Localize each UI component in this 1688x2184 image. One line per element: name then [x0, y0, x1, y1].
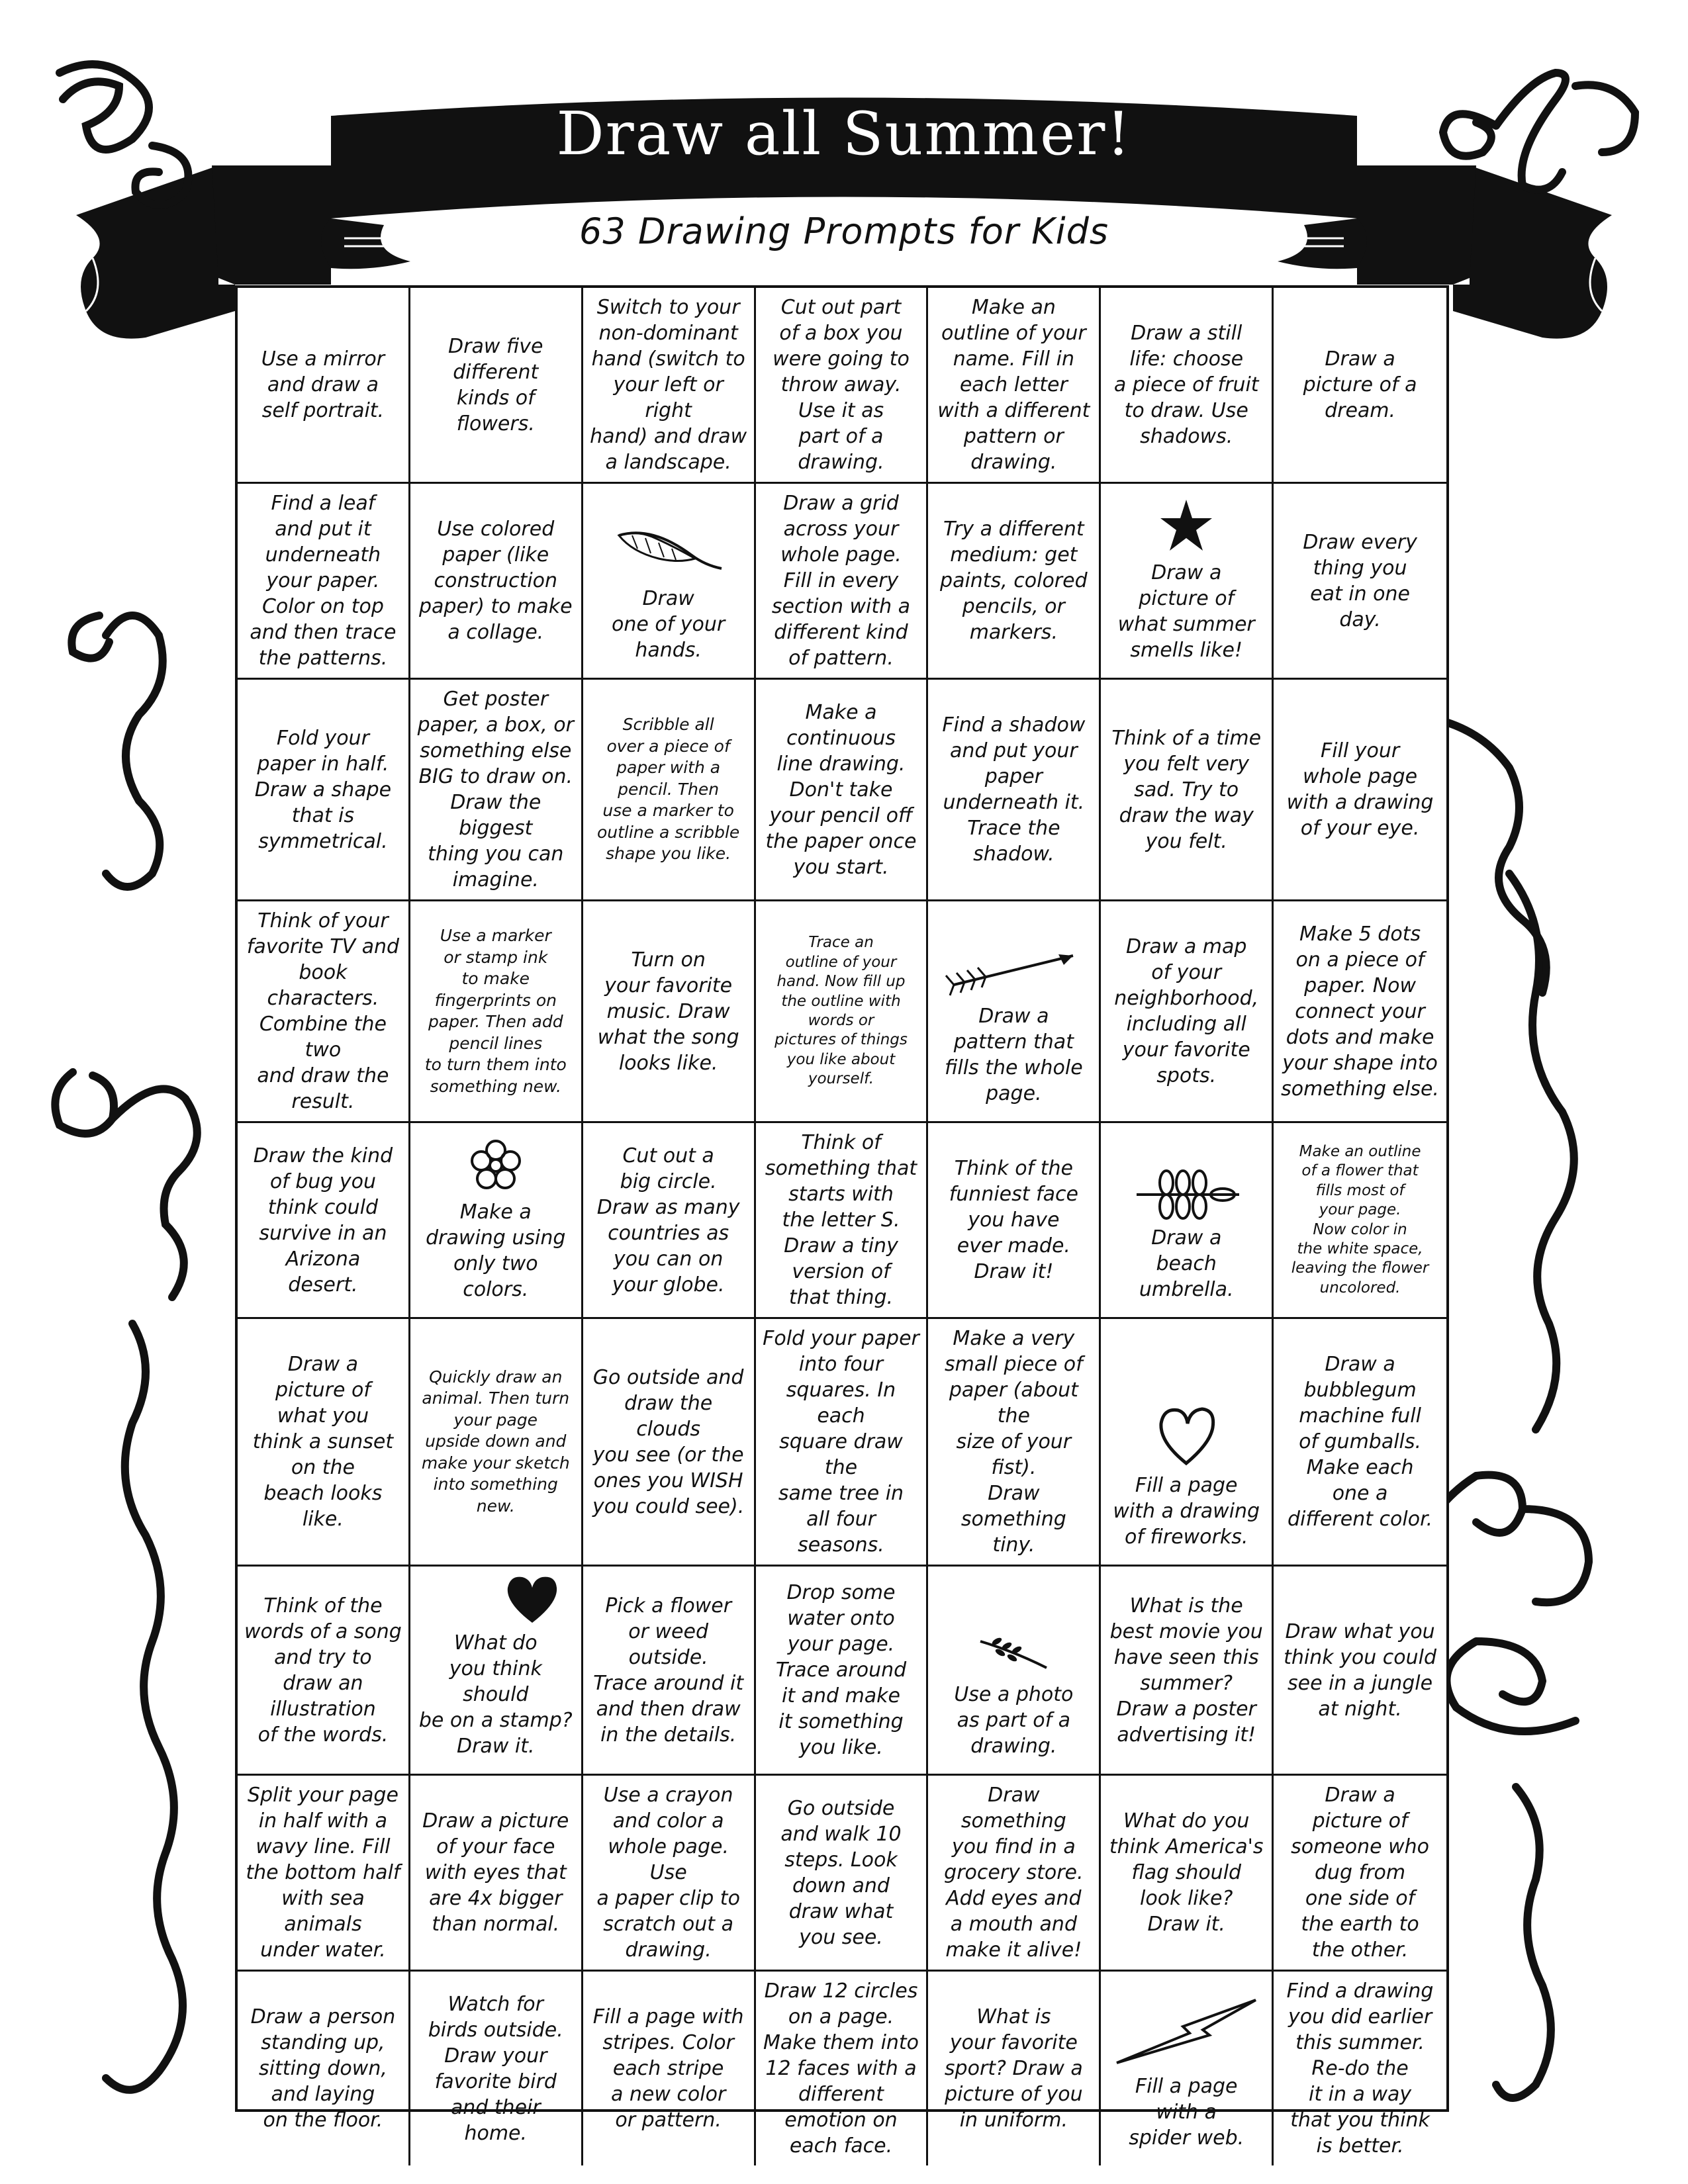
prompt-cell — [583, 1567, 756, 1776]
prompt-text: Draw a picture of what summer smells like! — [1117, 561, 1255, 662]
prompt-text: Fill a page with stripes. Color each stripe a new color or pattern. — [592, 2005, 744, 2132]
prompt-text: Scribble all over a piece of paper with a pencil. Then use a marker to outline a scribble shape you like. — [596, 715, 740, 864]
prompt-text: Draw one of your hands. — [611, 587, 726, 662]
prompt-cell — [1274, 1776, 1446, 1972]
prompt-cell — [928, 288, 1101, 484]
prompt-text: Go outside and walk 10 steps. Look down and draw what you see. — [780, 1796, 902, 1949]
prompt-text: Fill a page with a drawing of fireworks. — [1113, 1474, 1260, 1549]
prompt-text: What is your favorite sport? Draw a picture of you in uniform. — [944, 2005, 1083, 2132]
prompt-text: Go outside and draw the clouds you see (or the ones you WISH you could see). — [592, 1365, 745, 1518]
prompt-text: Fill your whole page with a drawing of your eye. — [1286, 739, 1434, 840]
prompt-cell — [928, 901, 1101, 1123]
prompt-text: Draw a pattern that fills the whole page. — [945, 1005, 1083, 1105]
prompt-cell — [583, 288, 756, 484]
prompt-cell — [1101, 484, 1274, 680]
prompt-cell — [410, 1776, 583, 1972]
prompt-text: Use a crayon and color a whole page. Use a paper clip to scratch out a drawing. — [596, 1784, 740, 1962]
prompt-text: Make 5 dots on a piece of paper. Now connect your dots and make your shape into something else. — [1281, 922, 1439, 1101]
prompt-text: Use a photo as part of a drawing. — [954, 1683, 1074, 1758]
prompt-text: Turn on your favorite music. Draw what the song looks like. — [597, 948, 739, 1075]
prompt-text: Make an outline of a flower that fills most of your page. Now color in the white space, leaving the flower uncolored. — [1291, 1142, 1429, 1297]
prompt-text: Make a drawing using only two colors. — [426, 1201, 566, 1301]
prompt-cell — [1101, 1776, 1274, 1972]
prompt-cell — [1101, 1567, 1274, 1776]
arrow-icon — [941, 946, 1086, 999]
prompt-text: Pick a flower or weed outside. Trace around it and then draw in the details. — [593, 1594, 744, 1747]
prompt-cell — [756, 901, 929, 1123]
prompt-text: Draw a map of your neighborhood, including all your favorite spots. — [1114, 935, 1259, 1087]
prompt-text: Draw every thing you eat in one day. — [1303, 530, 1417, 631]
prompt-cell — [756, 1972, 929, 2165]
prompt-cell — [583, 901, 756, 1123]
prompt-cell — [238, 484, 410, 680]
prompt-cell — [238, 1123, 410, 1319]
prompt-cell — [756, 1776, 929, 1972]
prompt-cell — [1274, 288, 1446, 484]
prompt-text: Make a very small piece of paper (about the size of your fist). Draw something tiny. — [945, 1327, 1083, 1557]
prompt-text: Switch to your non-dominant hand (switch to your left or right hand) and draw a landscape. — [590, 296, 747, 474]
prompt-text: Use a mirror and draw a self portrait. — [261, 347, 385, 422]
swirl-left-1 — [106, 615, 163, 887]
prompt-cell — [928, 1776, 1101, 1972]
prompt-text: Make a continuous line drawing. Don't take your pencil off the paper once you start. — [765, 700, 917, 879]
prompt-cell — [928, 1972, 1101, 2165]
prompt-cell — [238, 1319, 410, 1567]
prompt-cell — [583, 1123, 756, 1319]
prompt-cell — [1101, 901, 1274, 1123]
prompt-text: Quickly draw an animal. Then turn your page upside down and make your sketch into something new. — [421, 1367, 570, 1516]
prompt-text: What do you think America's flag should look like? Draw it. — [1109, 1809, 1264, 1936]
prompt-text: Get poster paper, a box, or something else BIG to draw on. Draw the biggest thing you can imagine. — [417, 688, 574, 891]
prompt-cell — [928, 1123, 1101, 1319]
prompt-cell — [756, 1319, 929, 1567]
prompt-text: What is the best movie you have seen this summer? Draw a poster advertising it! — [1109, 1594, 1263, 1747]
prompt-cell — [410, 1123, 583, 1319]
prompt-text: Draw a beach umbrella. — [1139, 1226, 1234, 1301]
lightning-bolt-icon — [1110, 1997, 1262, 2070]
prompt-text: Fold your paper in half. Draw a shape that is symmetrical. — [254, 726, 392, 853]
prompt-cell — [1101, 680, 1274, 901]
prompt-cell — [928, 1567, 1101, 1776]
prompt-text: Use colored paper (like construction paper) to make a collage. — [418, 518, 573, 644]
prompt-cell — [583, 484, 756, 680]
prompt-text: Find a drawing you did earlier this summer. Re-do the it in a way that you think is better. — [1286, 1979, 1434, 2158]
prompt-text: Make an outline of your name. Fill in each letter with a different pattern or drawing. — [937, 296, 1090, 474]
prompt-text: Use a marker or stamp ink to make fingerprints on paper. Then add pencil lines to turn them into something new. — [424, 926, 567, 1096]
prompt-text: Trace an outline of your hand. Now fill up the outline with words or pictures of things you like about yourself. — [774, 934, 908, 1088]
heart-icon — [502, 1573, 562, 1626]
prompt-text: Think of a time you felt very sad. Try to draw the way you felt. — [1111, 726, 1262, 853]
prompt-text: Draw a bubblegum machine full of gumballs. Make each one a different color. — [1287, 1353, 1433, 1531]
prompt-cell — [756, 1123, 929, 1319]
prompt-text: Think of something that starts with the letter S. Draw a tiny version of that thing. — [765, 1131, 917, 1309]
swirl-left-3 — [106, 1324, 183, 2090]
prompt-cell — [410, 1972, 583, 2165]
prompt-text: Fold your paper into four squares. In each square draw the same tree in all four seasons. — [763, 1327, 919, 1557]
prompt-cell — [410, 901, 583, 1123]
prompt-cell — [238, 1567, 410, 1776]
leaf-sprig-icon — [974, 1631, 1053, 1678]
prompt-text: Try a different medium: get paints, colored pencils, or markers. — [940, 518, 1088, 644]
prompt-cell — [756, 484, 929, 680]
prompt-cell — [756, 1567, 929, 1776]
prompt-cell — [410, 1319, 583, 1567]
page-title: Draw all Summer! — [556, 99, 1132, 169]
prompt-cell — [238, 680, 410, 901]
prompt-text: Draw a person standing up, sitting down, and laying on the floor. — [250, 2005, 396, 2132]
swirl-right-2 — [1509, 874, 1574, 1430]
prompt-cell — [238, 288, 410, 484]
feather-icon — [612, 522, 725, 582]
prompt-grid — [235, 285, 1449, 2158]
prompt-text: Draw five different kinds of flowers. — [448, 334, 543, 435]
prompt-cell — [583, 1319, 756, 1567]
prompt-text: Find a leaf and put it underneath your paper. Color on top and then trace the patterns. — [250, 492, 397, 670]
prompt-text: Think of the words of a song and try to draw an illustration of the words. — [244, 1594, 402, 1747]
prompt-cell — [1101, 1123, 1274, 1319]
prompt-text: Draw something you find in a grocery store. Add eyes and a mouth and make it alive! — [944, 1784, 1084, 1962]
prompt-cell — [928, 1319, 1101, 1567]
prompt-text: Think of your favorite TV and book characters. Combine the two and draw the result. — [246, 909, 400, 1113]
prompt-cell — [583, 680, 756, 901]
prompt-cell — [410, 288, 583, 484]
flower-icon — [466, 1136, 526, 1195]
prompt-text: Draw a picture of your face with eyes that are 4x bigger than normal. — [422, 1809, 569, 1936]
prompt-cell — [238, 901, 410, 1123]
prompt-cell — [410, 680, 583, 901]
prompt-cell — [1274, 1972, 1446, 2165]
prompt-cell — [238, 1972, 410, 2165]
prompt-cell — [1274, 484, 1446, 680]
swirl-right-5 — [1496, 1787, 1551, 2098]
prompt-text: Draw a picture of someone who dug from one side of the earth to the other. — [1291, 1784, 1430, 1962]
prompt-cell — [756, 680, 929, 901]
prompt-text: Draw what you think you could see in a jungle at night. — [1284, 1619, 1437, 1721]
prompt-text: Split your page in half with a wavy line. Fill the bottom half with sea animals under water. — [246, 1784, 400, 1962]
prompt-cell — [1101, 1972, 1274, 2165]
prompt-cell — [1274, 1123, 1446, 1319]
prompt-cell — [410, 1567, 583, 1776]
prompt-cell — [410, 484, 583, 680]
prompt-cell — [756, 288, 929, 484]
prompt-text: Drop some water onto your page. Trace around it and make it something you like. — [775, 1581, 907, 1759]
prompt-cell — [1101, 288, 1274, 484]
prompt-text: Find a shadow and put your paper underneath it. Trace the shadow. — [942, 713, 1086, 866]
page-subtitle: 63 Drawing Prompts for Kids — [579, 210, 1109, 252]
prompt-text: Fill a page with a spider web. — [1129, 2075, 1244, 2150]
swirl-right-4 — [1446, 1641, 1575, 1731]
sprig-icon — [1130, 1168, 1243, 1221]
prompt-text: Draw 12 circles on a page. Make them into 12 faces with a different emotion on each face. — [763, 1979, 919, 2158]
prompt-text: Cut out part of a box you were going to throw away. Use it as part of a drawing. — [773, 296, 910, 474]
prompt-cell — [583, 1972, 756, 2165]
prompt-text: Watch for birds outside. Draw your favorite bird and their home. — [428, 1992, 563, 2145]
prompt-text: Draw a still life: choose a piece of fruit to draw. Use shadows. — [1113, 322, 1259, 448]
prompt-cell — [238, 1776, 410, 1972]
prompt-text: Draw a grid across your whole page. Fill in every section with a different kind of pattern. — [771, 492, 911, 670]
prompt-cell — [1274, 901, 1446, 1123]
prompt-text: Think of the funniest face you have ever made. Draw it! — [949, 1157, 1078, 1283]
prompt-text: Draw the kind of bug you think could survive in an Arizona desert. — [253, 1144, 393, 1297]
prompt-cell — [928, 680, 1101, 901]
prompt-text: Cut out a big circle. Draw as many countries as you can on your globe. — [596, 1144, 740, 1297]
prompt-cell — [583, 1776, 756, 1972]
prompt-text: Draw a picture of a dream. — [1303, 347, 1417, 422]
heart-outline-icon — [1153, 1402, 1219, 1469]
swirl-left-2 — [55, 1072, 197, 1297]
prompt-cell — [928, 484, 1101, 680]
prompt-cell — [1274, 680, 1446, 901]
prompt-cell — [1274, 1567, 1446, 1776]
prompt-text: Draw a picture of what you think a sunset on the beach looks like. — [252, 1353, 394, 1531]
prompt-text: What do you think should be on a stamp? Draw it. — [418, 1631, 573, 1758]
prompt-cell — [1274, 1319, 1446, 1567]
star-icon — [1156, 496, 1216, 556]
prompt-cell — [1101, 1319, 1274, 1567]
